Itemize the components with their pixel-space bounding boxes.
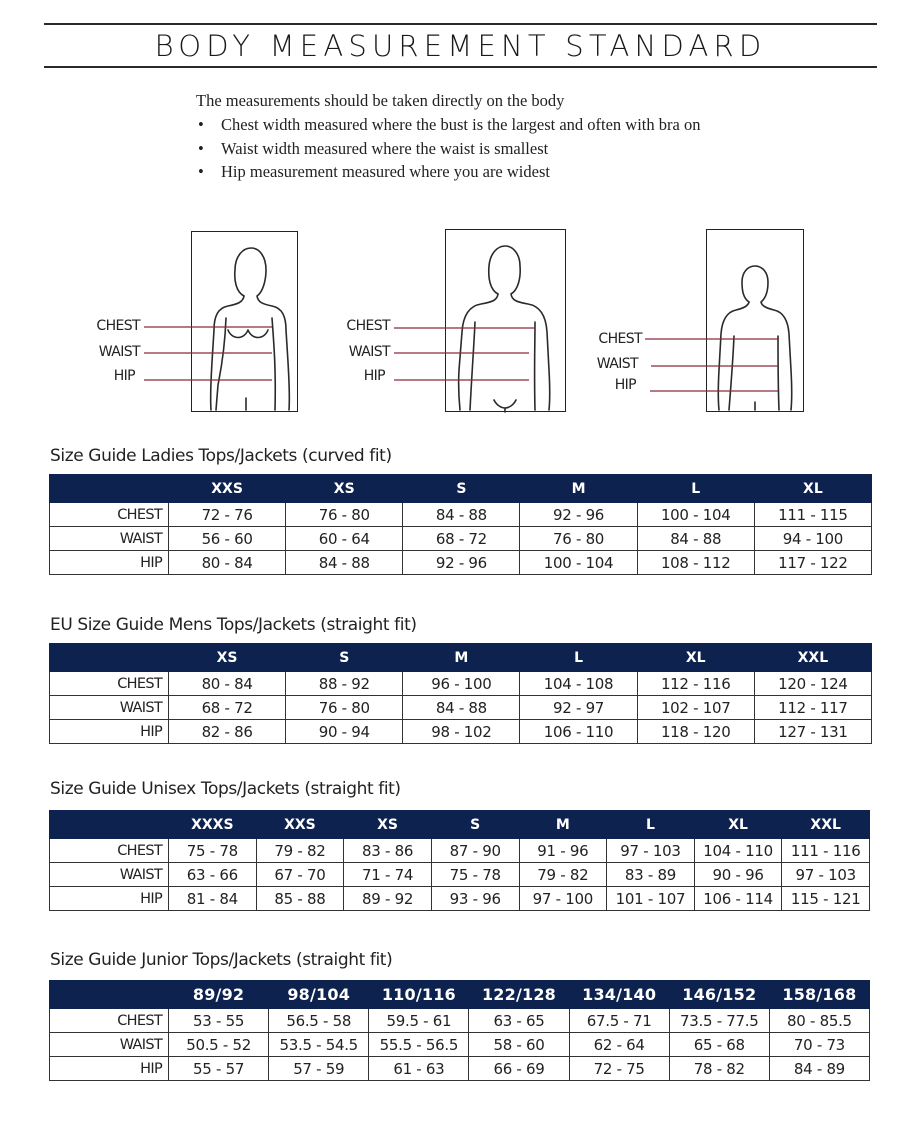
measurement-value: 80 - 85.5 <box>769 1009 869 1033</box>
measurement-value: 115 - 121 <box>782 887 870 911</box>
table-row <box>50 887 870 911</box>
measurement-value: 83 - 89 <box>607 863 695 887</box>
measurement-value: 66 - 69 <box>469 1057 569 1081</box>
measurement-value: 59.5 - 61 <box>369 1009 469 1033</box>
measurement-label: WAIST <box>50 1033 169 1057</box>
measurement-value: 76 - 80 <box>286 696 403 720</box>
measurement-value: 96 - 100 <box>403 672 520 696</box>
page-title: BODY MEASUREMENT STANDARD <box>154 29 767 63</box>
measurement-value: 81 - 84 <box>169 887 257 911</box>
measurement-value: 63 - 65 <box>469 1009 569 1033</box>
size-header: 122/128 <box>469 981 569 1009</box>
measurement-value: 104 - 108 <box>520 672 637 696</box>
measurement-value: 92 - 96 <box>520 503 637 527</box>
measurement-lines <box>0 0 920 420</box>
measurement-value: 67 - 70 <box>256 863 344 887</box>
measurement-label: HIP <box>50 1057 169 1081</box>
measurement-value: 76 - 80 <box>286 503 403 527</box>
measurement-value: 55.5 - 56.5 <box>369 1033 469 1057</box>
measurement-value: 83 - 86 <box>344 839 432 863</box>
size-header: XXXS <box>169 811 257 839</box>
measurement-value: 53.5 - 54.5 <box>269 1033 369 1057</box>
size-header: 110/116 <box>369 981 469 1009</box>
measurement-value: 72 - 76 <box>169 503 286 527</box>
measurement-value: 112 - 117 <box>754 696 871 720</box>
size-header: L <box>637 475 754 503</box>
measurement-value: 106 - 110 <box>520 720 637 744</box>
mens-size-table <box>49 643 872 744</box>
measurement-value: 104 - 110 <box>694 839 782 863</box>
measurement-value: 100 - 104 <box>520 551 637 575</box>
measurement-value: 57 - 59 <box>269 1057 369 1081</box>
measurement-value: 58 - 60 <box>469 1033 569 1057</box>
measurement-value: 120 - 124 <box>754 672 871 696</box>
table-row <box>50 839 870 863</box>
size-header-row <box>50 644 872 672</box>
measurement-value: 60 - 64 <box>286 527 403 551</box>
size-header: 89/92 <box>169 981 269 1009</box>
size-header-row <box>50 981 870 1009</box>
measurement-value: 84 - 89 <box>769 1057 869 1081</box>
measurement-value: 84 - 88 <box>403 503 520 527</box>
table-row <box>50 527 872 551</box>
measurement-value: 127 - 131 <box>754 720 871 744</box>
table-row <box>50 720 872 744</box>
table-row <box>50 503 872 527</box>
header-corner-cell <box>50 981 169 1009</box>
size-header-row <box>50 811 870 839</box>
measurement-value: 56.5 - 58 <box>269 1009 369 1033</box>
junior-size-table <box>49 980 870 1081</box>
table-row <box>50 1033 870 1057</box>
waist-label: WAIST <box>348 344 390 360</box>
measurement-value: 117 - 122 <box>754 551 871 575</box>
measurement-value: 56 - 60 <box>169 527 286 551</box>
measurement-value: 97 - 103 <box>782 863 870 887</box>
measurement-value: 90 - 94 <box>286 720 403 744</box>
table-row <box>50 1009 870 1033</box>
measurement-value: 68 - 72 <box>169 696 286 720</box>
measurement-value: 75 - 78 <box>169 839 257 863</box>
measurement-value: 90 - 96 <box>694 863 782 887</box>
size-header: M <box>519 811 607 839</box>
size-header: XS <box>344 811 432 839</box>
measurement-value: 70 - 73 <box>769 1033 869 1057</box>
size-header: XXS <box>169 475 286 503</box>
measurement-label: HIP <box>50 887 169 911</box>
measurement-value: 111 - 116 <box>782 839 870 863</box>
measurement-value: 62 - 64 <box>569 1033 669 1057</box>
measurement-value: 53 - 55 <box>169 1009 269 1033</box>
table-row <box>50 1057 870 1081</box>
measurement-value: 85 - 88 <box>256 887 344 911</box>
header-corner-cell <box>50 811 169 839</box>
measurement-value: 76 - 80 <box>520 527 637 551</box>
measurement-value: 87 - 90 <box>431 839 519 863</box>
hip-label: HIP <box>363 368 385 384</box>
measurement-label: HIP <box>50 720 169 744</box>
chest-label: CHEST <box>598 331 642 347</box>
bullet-icon: • <box>198 138 204 158</box>
instruction-text: Waist width measured where the waist is smallest <box>221 138 549 158</box>
measurement-label: CHEST <box>50 672 169 696</box>
size-header: XS <box>286 475 403 503</box>
measurement-value: 93 - 96 <box>431 887 519 911</box>
measurement-label: CHEST <box>50 839 169 863</box>
measurement-value: 94 - 100 <box>754 527 871 551</box>
measurement-value: 111 - 115 <box>754 503 871 527</box>
measurement-label: WAIST <box>50 863 169 887</box>
unisex-size-table <box>49 810 870 911</box>
measurement-value: 100 - 104 <box>637 503 754 527</box>
measurement-value: 55 - 57 <box>169 1057 269 1081</box>
unisex-size-guide-title: Size Guide Unisex Tops/Jackets (straight fit) <box>50 779 401 799</box>
measurement-value: 82 - 86 <box>169 720 286 744</box>
size-header: S <box>403 475 520 503</box>
size-header: XL <box>637 644 754 672</box>
table-row <box>50 863 870 887</box>
measurement-value: 97 - 100 <box>519 887 607 911</box>
size-header: XXL <box>754 644 871 672</box>
mens-size-guide-title: EU Size Guide Mens Tops/Jackets (straight fit) <box>50 615 417 635</box>
size-header: M <box>403 644 520 672</box>
header-corner-cell <box>50 475 169 503</box>
size-header: XL <box>754 475 871 503</box>
measurement-value: 73.5 - 77.5 <box>669 1009 769 1033</box>
instruction-text: Hip measurement measured where you are widest <box>221 162 550 181</box>
size-header: 158/168 <box>769 981 869 1009</box>
measurement-value: 118 - 120 <box>637 720 754 744</box>
ladies-size-table <box>49 474 872 575</box>
measurement-label: WAIST <box>50 696 169 720</box>
measurement-value: 91 - 96 <box>519 839 607 863</box>
measurement-value: 108 - 112 <box>637 551 754 575</box>
size-header: 98/104 <box>269 981 369 1009</box>
size-header: XL <box>694 811 782 839</box>
measurement-label: HIP <box>50 551 169 575</box>
measurement-label: CHEST <box>50 1009 169 1033</box>
size-header: S <box>431 811 519 839</box>
size-header: S <box>286 644 403 672</box>
measurement-value: 79 - 82 <box>256 839 344 863</box>
size-header: M <box>520 475 637 503</box>
measurement-value: 63 - 66 <box>169 863 257 887</box>
hip-label: HIP <box>614 377 636 393</box>
measurement-value: 92 - 96 <box>403 551 520 575</box>
measurement-value: 84 - 88 <box>403 696 520 720</box>
bullet-icon: • <box>198 115 204 134</box>
measurement-value: 84 - 88 <box>637 527 754 551</box>
measurement-value: 92 - 97 <box>520 696 637 720</box>
bullet-icon: • <box>198 162 204 181</box>
junior-size-guide-title: Size Guide Junior Tops/Jackets (straight fit) <box>50 950 393 970</box>
measurement-value: 84 - 88 <box>286 551 403 575</box>
size-header: 146/152 <box>669 981 769 1009</box>
instruction-text: Chest width measured where the bust is the largest and often with bra on <box>221 115 701 134</box>
size-header: L <box>607 811 695 839</box>
measurement-value: 98 - 102 <box>403 720 520 744</box>
measurement-value: 75 - 78 <box>431 863 519 887</box>
chest-label: CHEST <box>346 318 390 334</box>
measurement-value: 68 - 72 <box>403 527 520 551</box>
measurement-value: 80 - 84 <box>169 672 286 696</box>
size-header: L <box>520 644 637 672</box>
table-row <box>50 551 872 575</box>
size-header-row <box>50 475 872 503</box>
measurement-value: 102 - 107 <box>637 696 754 720</box>
waist-label: WAIST <box>98 344 140 360</box>
table-row <box>50 696 872 720</box>
measurement-value: 106 - 114 <box>694 887 782 911</box>
measurement-value: 88 - 92 <box>286 672 403 696</box>
measurement-value: 101 - 107 <box>607 887 695 911</box>
waist-label: WAIST <box>596 356 638 372</box>
measurement-value: 67.5 - 71 <box>569 1009 669 1033</box>
size-header: XXL <box>782 811 870 839</box>
header-corner-cell <box>50 644 169 672</box>
measurement-value: 78 - 82 <box>669 1057 769 1081</box>
measurement-value: 112 - 116 <box>637 672 754 696</box>
measurement-value: 71 - 74 <box>344 863 432 887</box>
size-header: 134/140 <box>569 981 669 1009</box>
measurement-label: CHEST <box>50 503 169 527</box>
hip-label: HIP <box>113 368 135 384</box>
measurement-value: 65 - 68 <box>669 1033 769 1057</box>
measurement-value: 72 - 75 <box>569 1057 669 1081</box>
measurement-value: 79 - 82 <box>519 863 607 887</box>
measurement-value: 97 - 103 <box>607 839 695 863</box>
size-header: XXS <box>256 811 344 839</box>
measurement-value: 80 - 84 <box>169 551 286 575</box>
ladies-size-guide-title: Size Guide Ladies Tops/Jackets (curved fit) <box>50 446 392 466</box>
measurement-label: WAIST <box>50 527 169 551</box>
measurement-value: 50.5 - 52 <box>169 1033 269 1057</box>
size-header: XS <box>169 644 286 672</box>
chest-label: CHEST <box>96 318 140 334</box>
instructions-lead: The measurements should be taken directly on the body <box>196 91 565 110</box>
measurement-value: 61 - 63 <box>369 1057 469 1081</box>
table-row <box>50 672 872 696</box>
measurement-value: 89 - 92 <box>344 887 432 911</box>
